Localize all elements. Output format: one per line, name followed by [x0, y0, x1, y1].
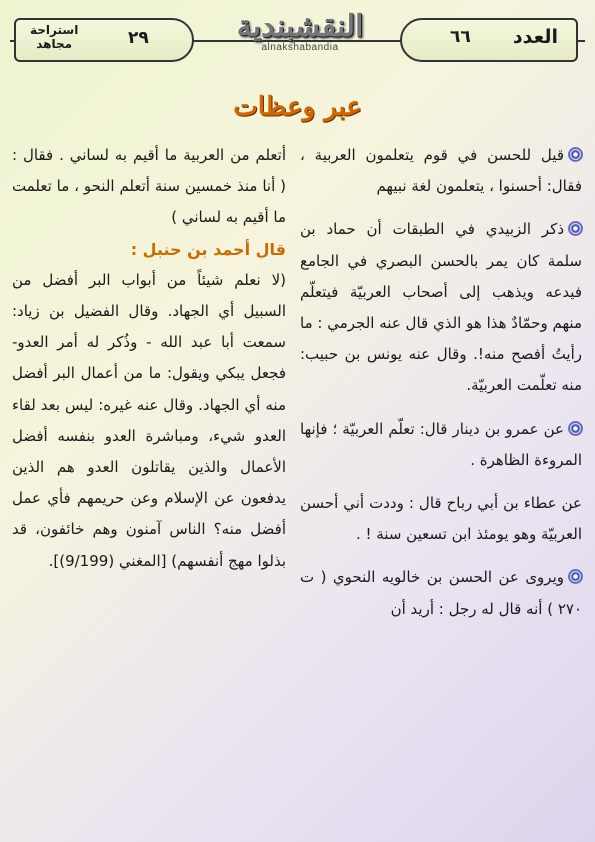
magazine-logo [212, 8, 388, 64]
paragraph: (لا نعلم شيئاً من أبواب البر أفضل من السبيل أي الجهاد. وقال الفضيل بن زياد: سمعت أبا عبد الله - وذُكر له أمر العدو- فجعل يبكي ويقول: ما من أعمال البر أفضل منه أي الجهاد. وقال عنه غيره: ليس بعد لقاء العدو شيء، ومباشرة العدو بنفسه أفضل الأعمال والذين يقاتلون العدو هم الذين يدفعون عن الإسلام وعن حريمهم فأي عمل أفضل منه؟ الناس آمنون وهم خائفون، قد بذلوا مهج أنفسهم) [المغني (9/199)]. [12, 270, 286, 570]
paragraph [300, 414, 582, 476]
paragraph [300, 140, 582, 202]
paragraph [300, 562, 582, 624]
section-name-line1: استراحة [30, 23, 79, 37]
issue-label: العدد [512, 26, 558, 48]
right-column [300, 140, 582, 625]
paragraph-text: عن عطاء بن أبي رباح قال : وددت أني أحسن العربيّة وهو يومئذ ابن تسعين سنة ! . [300, 494, 582, 544]
section-name-line2: مجاهد [36, 37, 73, 51]
section-name [30, 23, 78, 51]
paragraph-text: ذكر الزبيدي في الطبقات أن حماد بن سلمة كان يمر بالحسن البصري في الجامع فيدعه ويذهب إلى أصحاب العربيّة فيتعلّم منهم وحمّادٌ هذا هو الذي قال عنه الجرمي : ما رأيتُ أفصح منه!. وقال عنه يونس بن حبيب: منه تعلّمت العربيّة. [300, 220, 582, 395]
issue-number: ٦٦ [450, 27, 471, 47]
logo-title: النقشبندية [236, 9, 364, 44]
paragraph: أتعلم من العربية ما أقيم به لساني . فقال : ( أنا منذ خمسين سنة أتعلم النحو ، ما تعلمت ما أقيم به لساني ) [12, 146, 286, 227]
issue-tab [400, 18, 578, 62]
flower-bullet-icon [569, 422, 582, 435]
subheading: قال أحمد بن حنبل : [130, 239, 286, 259]
paragraph-text: قيل للحسن في قوم يتعلمون العربية ، فقال: أحسنوا ، يتعلمون لغة نبيهم [300, 146, 582, 196]
flower-bullet-icon [569, 222, 582, 235]
flower-bullet-icon [569, 148, 582, 161]
page-tab [14, 18, 194, 62]
article-title: عبر وعظات [233, 92, 362, 122]
paragraph-text: عن عمرو بن دينار قال: تعلّم العربيّة ؛ فإنها المروءة الظاهرة . [300, 419, 582, 469]
paragraph-text: ويروى عن الحسن بن خالويه النحوي ( ت ٢٧٠ ) أنه قال له رجل : أريد أن [300, 568, 582, 618]
paragraph [300, 488, 582, 550]
logo-latin: alnakshabandia [261, 42, 339, 53]
left-column [12, 140, 286, 577]
flower-bullet-icon [569, 570, 582, 583]
paragraph [300, 214, 582, 401]
page-number: ٢٩ [128, 28, 149, 48]
